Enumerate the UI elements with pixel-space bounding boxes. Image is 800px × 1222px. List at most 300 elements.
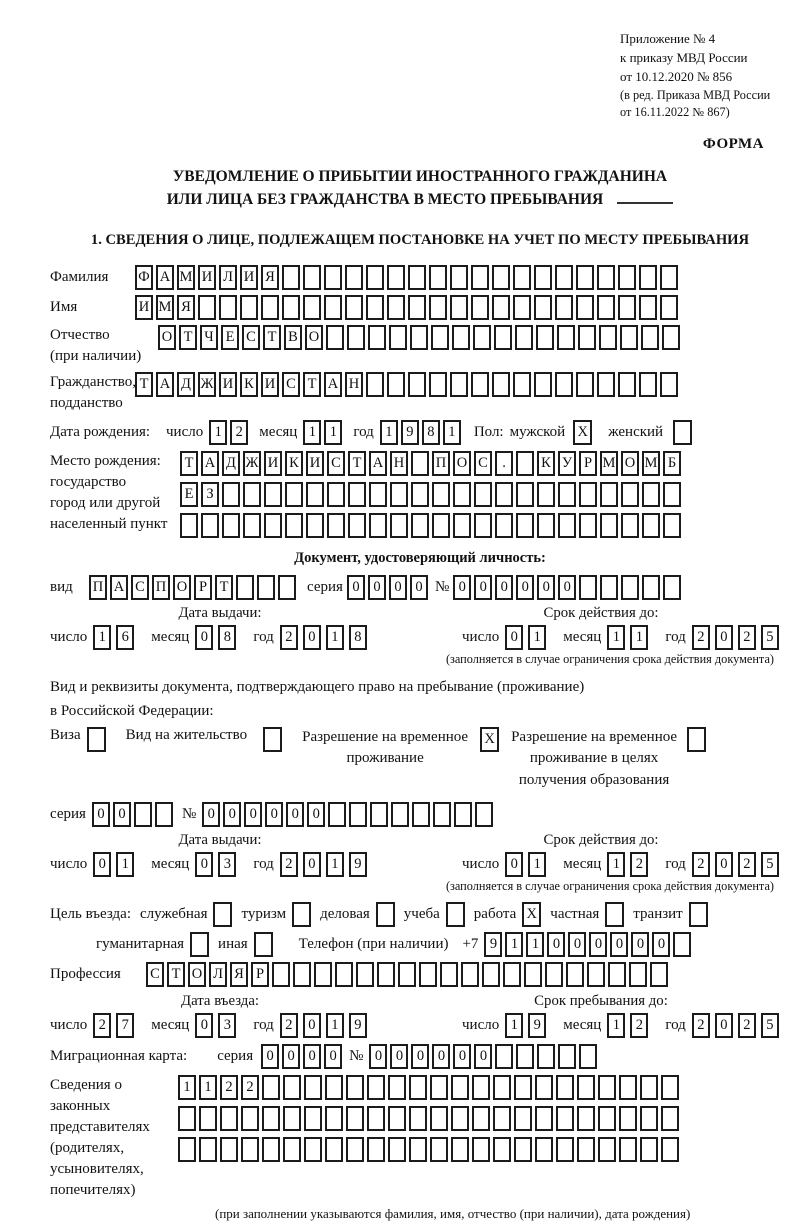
- char-cell[interactable]: 0: [516, 575, 534, 600]
- char-cell[interactable]: С: [131, 575, 149, 600]
- citizenship-cells[interactable]: [135, 372, 681, 397]
- char-cell[interactable]: 0: [223, 802, 241, 827]
- issue-day-cells[interactable]: [93, 625, 139, 650]
- char-cell[interactable]: [264, 513, 282, 538]
- char-cell[interactable]: [578, 325, 596, 350]
- char-cell[interactable]: [516, 451, 534, 476]
- char-cell[interactable]: [349, 802, 367, 827]
- char-cell[interactable]: [642, 482, 660, 507]
- phone-cells[interactable]: [484, 932, 694, 957]
- char-cell[interactable]: [257, 575, 275, 600]
- char-cell[interactable]: 0: [652, 932, 670, 957]
- char-cell[interactable]: [335, 962, 353, 987]
- char-cell[interactable]: 0: [92, 802, 110, 827]
- char-cell[interactable]: 8: [218, 625, 236, 650]
- char-cell[interactable]: Ж: [198, 372, 216, 397]
- char-cell[interactable]: 0: [303, 852, 321, 877]
- char-cell[interactable]: [178, 1137, 196, 1162]
- issue-day-cells[interactable]: [93, 852, 139, 877]
- char-cell[interactable]: [453, 513, 471, 538]
- name-cells[interactable]: [135, 295, 681, 320]
- char-cell[interactable]: Е: [221, 325, 239, 350]
- char-cell[interactable]: [327, 513, 345, 538]
- char-cell[interactable]: [516, 513, 534, 538]
- char-cell[interactable]: [346, 1075, 364, 1100]
- char-cell[interactable]: [640, 1137, 658, 1162]
- char-cell[interactable]: [537, 513, 555, 538]
- checkbox-purpose-study[interactable]: [446, 902, 465, 927]
- char-cell[interactable]: [513, 295, 531, 320]
- char-cell[interactable]: [306, 513, 324, 538]
- char-cell[interactable]: П: [432, 451, 450, 476]
- char-cell[interactable]: Я: [177, 295, 195, 320]
- char-cell[interactable]: [282, 295, 300, 320]
- char-cell[interactable]: [324, 265, 342, 290]
- char-cell[interactable]: [534, 295, 552, 320]
- char-cell[interactable]: [388, 1137, 406, 1162]
- char-cell[interactable]: 1: [116, 852, 134, 877]
- char-cell[interactable]: 0: [195, 1013, 213, 1038]
- char-cell[interactable]: М: [177, 265, 195, 290]
- char-cell[interactable]: [387, 372, 405, 397]
- residence-series-cells[interactable]: [92, 802, 176, 827]
- char-cell[interactable]: 1: [528, 625, 546, 650]
- char-cell[interactable]: [278, 575, 296, 600]
- char-cell[interactable]: О: [621, 451, 639, 476]
- char-cell[interactable]: [513, 372, 531, 397]
- char-cell[interactable]: 0: [307, 802, 325, 827]
- representatives-cells-row3[interactable]: [178, 1137, 682, 1162]
- char-cell[interactable]: 0: [568, 932, 586, 957]
- char-cell[interactable]: П: [89, 575, 107, 600]
- char-cell[interactable]: [600, 513, 618, 538]
- char-cell[interactable]: [222, 513, 240, 538]
- char-cell[interactable]: [262, 1075, 280, 1100]
- char-cell[interactable]: [642, 513, 660, 538]
- checkbox-purpose-business[interactable]: [376, 902, 395, 927]
- char-cell[interactable]: 0: [368, 575, 386, 600]
- char-cell[interactable]: 0: [410, 575, 428, 600]
- char-cell[interactable]: [577, 1106, 595, 1131]
- char-cell[interactable]: [555, 372, 573, 397]
- valid-month-cells[interactable]: [607, 625, 653, 650]
- char-cell[interactable]: [621, 513, 639, 538]
- char-cell[interactable]: Т: [303, 372, 321, 397]
- char-cell[interactable]: 0: [505, 625, 523, 650]
- char-cell[interactable]: Ч: [200, 325, 218, 350]
- char-cell[interactable]: Л: [219, 265, 237, 290]
- char-cell[interactable]: [388, 1075, 406, 1100]
- char-cell[interactable]: [398, 962, 416, 987]
- char-cell[interactable]: 0: [715, 852, 733, 877]
- char-cell[interactable]: [430, 1106, 448, 1131]
- char-cell[interactable]: Я: [230, 962, 248, 987]
- representatives-cells-row2[interactable]: [178, 1106, 682, 1131]
- char-cell[interactable]: [412, 802, 430, 827]
- char-cell[interactable]: [293, 962, 311, 987]
- char-cell[interactable]: [314, 962, 332, 987]
- char-cell[interactable]: [663, 575, 681, 600]
- char-cell[interactable]: 9: [484, 932, 502, 957]
- char-cell[interactable]: У: [558, 451, 576, 476]
- char-cell[interactable]: 2: [738, 852, 756, 877]
- char-cell[interactable]: [537, 1044, 555, 1069]
- char-cell[interactable]: [475, 802, 493, 827]
- char-cell[interactable]: [366, 265, 384, 290]
- char-cell[interactable]: М: [156, 295, 174, 320]
- char-cell[interactable]: 5: [761, 625, 779, 650]
- char-cell[interactable]: К: [285, 451, 303, 476]
- char-cell[interactable]: [409, 1106, 427, 1131]
- char-cell[interactable]: [241, 1137, 259, 1162]
- char-cell[interactable]: 0: [282, 1044, 300, 1069]
- char-cell[interactable]: [495, 1044, 513, 1069]
- char-cell[interactable]: [219, 295, 237, 320]
- char-cell[interactable]: [558, 513, 576, 538]
- char-cell[interactable]: [534, 265, 552, 290]
- char-cell[interactable]: С: [327, 451, 345, 476]
- valid-month-cells[interactable]: [607, 852, 653, 877]
- char-cell[interactable]: 0: [505, 852, 523, 877]
- char-cell[interactable]: 2: [630, 852, 648, 877]
- char-cell[interactable]: [556, 1137, 574, 1162]
- char-cell[interactable]: [264, 482, 282, 507]
- char-cell[interactable]: [620, 325, 638, 350]
- issue-month-cells[interactable]: [195, 852, 241, 877]
- char-cell[interactable]: [579, 575, 597, 600]
- char-cell[interactable]: [597, 372, 615, 397]
- char-cell[interactable]: И: [135, 295, 153, 320]
- char-cell[interactable]: [243, 513, 261, 538]
- checkbox-purpose-work[interactable]: X: [522, 902, 541, 927]
- char-cell[interactable]: 2: [692, 1013, 710, 1038]
- char-cell[interactable]: Т: [180, 451, 198, 476]
- char-cell[interactable]: [516, 482, 534, 507]
- char-cell[interactable]: [494, 325, 512, 350]
- char-cell[interactable]: [388, 1106, 406, 1131]
- char-cell[interactable]: [429, 295, 447, 320]
- char-cell[interactable]: [619, 1137, 637, 1162]
- char-cell[interactable]: [536, 325, 554, 350]
- char-cell[interactable]: 2: [230, 420, 248, 445]
- issue-year-cells[interactable]: [280, 625, 372, 650]
- char-cell[interactable]: [408, 265, 426, 290]
- char-cell[interactable]: О: [173, 575, 191, 600]
- checkbox-purpose-private[interactable]: [605, 902, 624, 927]
- char-cell[interactable]: [134, 802, 152, 827]
- char-cell[interactable]: [619, 1075, 637, 1100]
- char-cell[interactable]: [558, 1044, 576, 1069]
- char-cell[interactable]: [240, 295, 258, 320]
- char-cell[interactable]: 0: [195, 625, 213, 650]
- char-cell[interactable]: [325, 1137, 343, 1162]
- char-cell[interactable]: [450, 372, 468, 397]
- char-cell[interactable]: [579, 482, 597, 507]
- char-cell[interactable]: [408, 295, 426, 320]
- char-cell[interactable]: [370, 802, 388, 827]
- char-cell[interactable]: [453, 482, 471, 507]
- char-cell[interactable]: А: [110, 575, 128, 600]
- char-cell[interactable]: [662, 325, 680, 350]
- char-cell[interactable]: С: [242, 325, 260, 350]
- char-cell[interactable]: [198, 295, 216, 320]
- char-cell[interactable]: 1: [443, 420, 461, 445]
- migration-number-cells[interactable]: [369, 1044, 600, 1069]
- char-cell[interactable]: [345, 265, 363, 290]
- char-cell[interactable]: 0: [558, 575, 576, 600]
- birth-year-cells[interactable]: [380, 420, 464, 445]
- char-cell[interactable]: [440, 962, 458, 987]
- char-cell[interactable]: 0: [286, 802, 304, 827]
- char-cell[interactable]: [579, 1044, 597, 1069]
- char-cell[interactable]: [663, 482, 681, 507]
- char-cell[interactable]: [576, 265, 594, 290]
- char-cell[interactable]: 0: [202, 802, 220, 827]
- char-cell[interactable]: 0: [453, 575, 471, 600]
- char-cell[interactable]: И: [261, 372, 279, 397]
- char-cell[interactable]: 0: [347, 575, 365, 600]
- char-cell[interactable]: [639, 295, 657, 320]
- char-cell[interactable]: [155, 802, 173, 827]
- char-cell[interactable]: [640, 1075, 658, 1100]
- char-cell[interactable]: [515, 325, 533, 350]
- char-cell[interactable]: З: [201, 482, 219, 507]
- char-cell[interactable]: И: [219, 372, 237, 397]
- char-cell[interactable]: 5: [761, 852, 779, 877]
- char-cell[interactable]: 8: [422, 420, 440, 445]
- char-cell[interactable]: [629, 962, 647, 987]
- char-cell[interactable]: [640, 1106, 658, 1131]
- char-cell[interactable]: Н: [390, 451, 408, 476]
- char-cell[interactable]: [472, 1137, 490, 1162]
- char-cell[interactable]: И: [264, 451, 282, 476]
- char-cell[interactable]: [516, 1044, 534, 1069]
- char-cell[interactable]: [222, 482, 240, 507]
- char-cell[interactable]: А: [201, 451, 219, 476]
- char-cell[interactable]: И: [198, 265, 216, 290]
- char-cell[interactable]: М: [600, 451, 618, 476]
- profession-cells[interactable]: [146, 962, 671, 987]
- char-cell[interactable]: [598, 1106, 616, 1131]
- checkbox-purpose-tourism[interactable]: [292, 902, 311, 927]
- char-cell[interactable]: [461, 962, 479, 987]
- doc-number-cells[interactable]: [453, 575, 684, 600]
- char-cell[interactable]: [557, 325, 575, 350]
- birth-month-cells[interactable]: [303, 420, 345, 445]
- char-cell[interactable]: Р: [194, 575, 212, 600]
- char-cell[interactable]: [285, 482, 303, 507]
- char-cell[interactable]: 1: [380, 420, 398, 445]
- char-cell[interactable]: 1: [607, 625, 625, 650]
- char-cell[interactable]: 0: [195, 852, 213, 877]
- char-cell[interactable]: 0: [113, 802, 131, 827]
- char-cell[interactable]: 1: [505, 932, 523, 957]
- stay-year-cells[interactable]: [692, 1013, 784, 1038]
- char-cell[interactable]: [367, 1106, 385, 1131]
- stay-day-cells[interactable]: [505, 1013, 551, 1038]
- char-cell[interactable]: 0: [474, 575, 492, 600]
- char-cell[interactable]: [535, 1106, 553, 1131]
- char-cell[interactable]: [621, 575, 639, 600]
- char-cell[interactable]: [619, 1106, 637, 1131]
- char-cell[interactable]: 6: [116, 625, 134, 650]
- char-cell[interactable]: Л: [209, 962, 227, 987]
- char-cell[interactable]: Т: [135, 372, 153, 397]
- char-cell[interactable]: [367, 1137, 385, 1162]
- char-cell[interactable]: А: [324, 372, 342, 397]
- migration-series-cells[interactable]: [261, 1044, 345, 1069]
- checkbox-visa[interactable]: [87, 727, 106, 752]
- char-cell[interactable]: 0: [265, 802, 283, 827]
- char-cell[interactable]: [346, 1106, 364, 1131]
- char-cell[interactable]: И: [240, 265, 258, 290]
- surname-cells[interactable]: [135, 265, 681, 290]
- char-cell[interactable]: 0: [610, 932, 628, 957]
- char-cell[interactable]: [283, 1075, 301, 1100]
- char-cell[interactable]: [347, 325, 365, 350]
- patronymic-cells[interactable]: [158, 325, 683, 350]
- char-cell[interactable]: 2: [93, 1013, 111, 1038]
- char-cell[interactable]: [660, 372, 678, 397]
- char-cell[interactable]: В: [284, 325, 302, 350]
- char-cell[interactable]: [328, 802, 346, 827]
- char-cell[interactable]: [556, 1075, 574, 1100]
- checkbox-purpose-humanitarian[interactable]: [190, 932, 209, 957]
- char-cell[interactable]: [576, 372, 594, 397]
- char-cell[interactable]: М: [642, 451, 660, 476]
- char-cell[interactable]: [430, 1075, 448, 1100]
- char-cell[interactable]: 1: [324, 420, 342, 445]
- char-cell[interactable]: 0: [303, 625, 321, 650]
- char-cell[interactable]: [661, 1137, 679, 1162]
- char-cell[interactable]: [537, 482, 555, 507]
- char-cell[interactable]: [587, 962, 605, 987]
- char-cell[interactable]: [454, 802, 472, 827]
- entry-month-cells[interactable]: [195, 1013, 241, 1038]
- char-cell[interactable]: [663, 513, 681, 538]
- char-cell[interactable]: [660, 265, 678, 290]
- checkbox-residence-permit[interactable]: [263, 727, 282, 752]
- char-cell[interactable]: [348, 513, 366, 538]
- char-cell[interactable]: [473, 325, 491, 350]
- residence-number-cells[interactable]: [202, 802, 496, 827]
- char-cell[interactable]: [345, 295, 363, 320]
- char-cell[interactable]: [306, 482, 324, 507]
- entry-day-cells[interactable]: [93, 1013, 139, 1038]
- char-cell[interactable]: [513, 265, 531, 290]
- char-cell[interactable]: 0: [631, 932, 649, 957]
- char-cell[interactable]: [411, 513, 429, 538]
- char-cell[interactable]: Т: [263, 325, 281, 350]
- char-cell[interactable]: [303, 265, 321, 290]
- char-cell[interactable]: [641, 325, 659, 350]
- char-cell[interactable]: 0: [244, 802, 262, 827]
- char-cell[interactable]: [241, 1106, 259, 1131]
- char-cell[interactable]: 7: [116, 1013, 134, 1038]
- char-cell[interactable]: [324, 295, 342, 320]
- stay-month-cells[interactable]: [607, 1013, 653, 1038]
- char-cell[interactable]: 1: [326, 1013, 344, 1038]
- char-cell[interactable]: [419, 962, 437, 987]
- char-cell[interactable]: [243, 482, 261, 507]
- char-cell[interactable]: [410, 325, 428, 350]
- char-cell[interactable]: [661, 1106, 679, 1131]
- char-cell[interactable]: [639, 372, 657, 397]
- char-cell[interactable]: [493, 1106, 511, 1131]
- char-cell[interactable]: 0: [589, 932, 607, 957]
- char-cell[interactable]: [387, 265, 405, 290]
- char-cell[interactable]: 2: [280, 852, 298, 877]
- char-cell[interactable]: 0: [390, 1044, 408, 1069]
- char-cell[interactable]: [430, 1137, 448, 1162]
- checkbox-female[interactable]: [673, 420, 692, 445]
- char-cell[interactable]: [492, 265, 510, 290]
- checkbox-purpose-transit[interactable]: [689, 902, 708, 927]
- char-cell[interactable]: [579, 513, 597, 538]
- char-cell[interactable]: О: [453, 451, 471, 476]
- char-cell[interactable]: 1: [505, 1013, 523, 1038]
- checkbox-purpose-official[interactable]: [213, 902, 232, 927]
- char-cell[interactable]: Т: [179, 325, 197, 350]
- char-cell[interactable]: К: [240, 372, 258, 397]
- char-cell[interactable]: [304, 1075, 322, 1100]
- char-cell[interactable]: [282, 265, 300, 290]
- char-cell[interactable]: 2: [692, 852, 710, 877]
- char-cell[interactable]: Ж: [243, 451, 261, 476]
- char-cell[interactable]: [524, 962, 542, 987]
- char-cell[interactable]: Ф: [135, 265, 153, 290]
- birthplace-cells-row1[interactable]: [180, 451, 684, 476]
- char-cell[interactable]: [432, 513, 450, 538]
- char-cell[interactable]: [431, 325, 449, 350]
- char-cell[interactable]: С: [282, 372, 300, 397]
- char-cell[interactable]: Д: [177, 372, 195, 397]
- char-cell[interactable]: [474, 513, 492, 538]
- char-cell[interactable]: [220, 1106, 238, 1131]
- char-cell[interactable]: О: [188, 962, 206, 987]
- char-cell[interactable]: [514, 1075, 532, 1100]
- char-cell[interactable]: [493, 1075, 511, 1100]
- char-cell[interactable]: С: [146, 962, 164, 987]
- char-cell[interactable]: Р: [251, 962, 269, 987]
- char-cell[interactable]: [325, 1075, 343, 1100]
- char-cell[interactable]: [600, 482, 618, 507]
- char-cell[interactable]: А: [156, 372, 174, 397]
- valid-day-cells[interactable]: [505, 625, 551, 650]
- char-cell[interactable]: К: [537, 451, 555, 476]
- char-cell[interactable]: [236, 575, 254, 600]
- char-cell[interactable]: 1: [93, 625, 111, 650]
- char-cell[interactable]: [451, 1137, 469, 1162]
- char-cell[interactable]: И: [306, 451, 324, 476]
- checkbox-male[interactable]: X: [573, 420, 592, 445]
- char-cell[interactable]: [432, 482, 450, 507]
- char-cell[interactable]: А: [156, 265, 174, 290]
- char-cell[interactable]: [474, 482, 492, 507]
- char-cell[interactable]: [327, 482, 345, 507]
- char-cell[interactable]: [558, 482, 576, 507]
- char-cell[interactable]: [451, 1106, 469, 1131]
- char-cell[interactable]: 0: [547, 932, 565, 957]
- char-cell[interactable]: 0: [324, 1044, 342, 1069]
- char-cell[interactable]: Я: [261, 265, 279, 290]
- char-cell[interactable]: [178, 1106, 196, 1131]
- char-cell[interactable]: [369, 513, 387, 538]
- char-cell[interactable]: [661, 1075, 679, 1100]
- birthplace-cells-row2[interactable]: [180, 482, 684, 507]
- char-cell[interactable]: [304, 1137, 322, 1162]
- char-cell[interactable]: 9: [349, 852, 367, 877]
